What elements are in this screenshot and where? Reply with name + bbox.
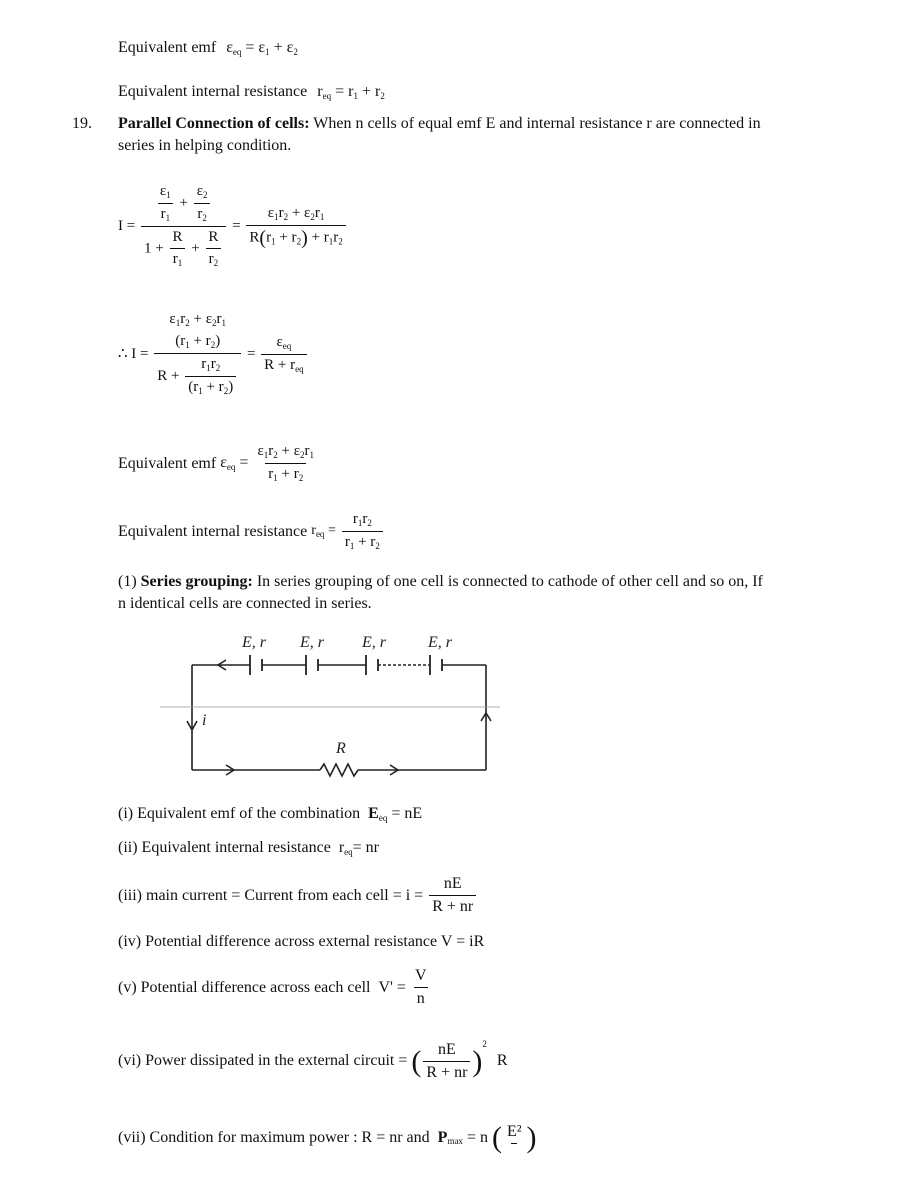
equation-current-2: ∴ I = $\varepsilon_1r_2 + \varepsilon_2r_1$ $(r_1 + r_2)$ R + $\frac{r_1r_2}{(r_1 + r_2)}$ = $\frac{\varepsilon_{eq}}{R + r_{eq}}$ xyxy=(118,312,309,396)
item-19-text1: When n cells of equal emf E and internal resistance r are connected in xyxy=(313,115,761,132)
equivalent-emf-parallel: Equivalent emf $\varepsilon_{eq}$ = $\frac{\varepsilon_1r_2 + \varepsilon_2r_1}{r_1 + r_2}$ xyxy=(118,443,315,483)
eq4-label: Equivalent internal resistance xyxy=(118,522,308,540)
cell-label-2: E, r xyxy=(300,634,324,651)
equivalent-resistance-line xyxy=(118,84,385,101)
result-vii: (vii) Condition for maximum power : R = nr and $P_{max} = n$ ( E² ) xyxy=(118,1121,537,1154)
item-number: 19. xyxy=(72,115,92,132)
result-v: (v) Potential difference across each cell V' = $\frac{V}{n}$ xyxy=(118,967,427,1007)
emf-expression: $\varepsilon_{eq} = \varepsilon_1 + \varepsilon_2$ xyxy=(226,39,298,57)
cell-label-3: E, r xyxy=(362,634,386,651)
resistance-label: Equivalent internal resistance xyxy=(118,83,308,100)
series-heading: Series grouping: xyxy=(140,573,253,590)
resistor-label: R xyxy=(336,740,346,757)
equation-1-compound-fraction: $\frac{\varepsilon_1}{r_1}$ + $\frac{\varepsilon_2}{r_2}$ 1 + $\frac{R}{r_1}$ + $\frac{R}{r_2}$ xyxy=(141,184,226,268)
current-label: i xyxy=(202,712,207,729)
equation-current-1: I = $\frac{\varepsilon_1}{r_1}$ + $\frac{\varepsilon_2}{r_2}$ 1 + $\frac{R}{r_1}$ + $\frac{R}{r_2}$ = $\frac{\varepsilon_1r_2 + \varepsilon_2r_1}{R(r_1 + r_2) + r_1r_2}$ xyxy=(118,184,348,268)
item-19-line2: series in helping condition. xyxy=(118,137,292,154)
emf-label: Equivalent emf xyxy=(118,39,217,56)
result-ii: (ii) Equivalent internal resistance $r_{eq}=$ nr xyxy=(118,839,379,857)
result-iii: (iii) main current = Current from each cell = i = $\frac{nE}{R + nr}$ xyxy=(118,876,478,915)
result-vi: (vi) Power dissipated in the external circuit = ( $\frac{nE}{R + nr}$ )$^2$ R xyxy=(118,1039,508,1081)
equivalent-resistance-parallel: Equivalent internal resistance $r_{eq}$ = $\frac{r_1r_2}{r_1 + r_2}$ xyxy=(118,512,385,551)
equation-2-compound-fraction: $\varepsilon_1r_2 + \varepsilon_2r_1$ $(r_1 + r_2)$ R + $\frac{r_1r_2}{(r_1 + r_2)}$ xyxy=(154,312,241,396)
series-circuit-diagram xyxy=(150,625,510,785)
series-grouping-line1 xyxy=(118,574,763,590)
equivalent-emf-line xyxy=(118,40,298,57)
equation-2-result: $\frac{\varepsilon_{eq}}{R + r_{eq}}$ xyxy=(261,335,306,374)
eq3-label: Equivalent emf xyxy=(118,454,217,472)
cell-label-4: E, r xyxy=(428,634,452,651)
series-text1: In series grouping of one cell is connected to cathode of other cell and so on, If xyxy=(256,573,763,590)
equation-1-result: $\frac{\varepsilon_1r_2 + \varepsilon_2r_1}{R(r_1 + r_2) + r_1r_2}$ xyxy=(246,206,345,247)
cell-label-1: E, r xyxy=(242,634,266,651)
series-grouping-line2: n identical cells are connected in series. xyxy=(118,595,372,612)
result-i: (i) Equivalent emf of the combination $E_{eq}$ = nE xyxy=(118,805,423,823)
item-19-heading: Parallel Connection of cells: xyxy=(118,115,310,132)
result-iv: (iv) Potential difference across external resistance V = iR xyxy=(118,933,485,950)
resistance-expression: $r_{eq} = r_1 + r_2$ xyxy=(317,83,385,101)
series-prefix: (1) xyxy=(118,573,137,590)
item-19-line1 xyxy=(118,116,761,132)
